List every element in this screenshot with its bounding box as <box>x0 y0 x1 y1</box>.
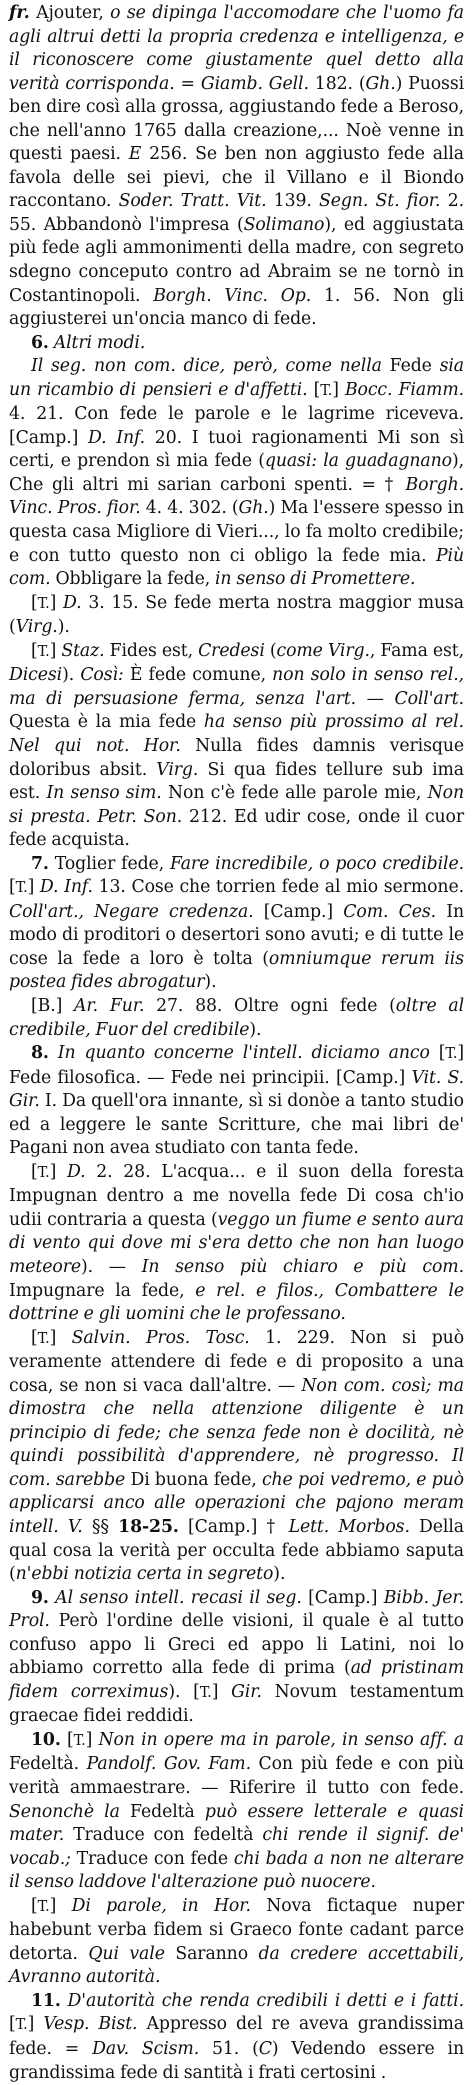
entry-paragraph <box>9 853 464 995</box>
text-run: 2. 28. L'acqua... e il suon della foresta Impugnan dentro a me novella fede Di cosa ch'io udii contraria a questa ( <box>9 1161 464 1230</box>
text-run: Della qual cosa la verità per occulta fede abbiamo saputa ( <box>9 1517 464 1585</box>
text-run: ). — <box>80 1256 142 1277</box>
entry-paragraph <box>9 1327 464 1587</box>
text-run: D. <box>66 1161 86 1182</box>
text-run: Fedeltà. <box>9 1754 87 1775</box>
text-run: T. <box>37 1330 50 1347</box>
entry-paragraph <box>9 640 464 853</box>
text-run: non solo in senso rel., ma di persuasione ferma, senza l'art. — Coll'art. <box>9 665 464 709</box>
text-run: ). [ <box>168 1681 200 1702</box>
text-run: 256. Se ben non aggiusto fede alla favola delle sei pievi, che il Villano e il Biondo raccontano. <box>9 144 464 212</box>
text-run: 20. I tuoi ragionamenti Mi son sì certi, e prendon sì mia fede ( <box>9 427 464 472</box>
text-run: ] <box>27 877 40 898</box>
text-run: fr. <box>9 3 30 23</box>
text-run: = <box>174 73 201 94</box>
text-run: Al senso intell. recasi il seg. <box>48 1587 302 1608</box>
text-run: Vit. S. Gir. <box>9 1067 464 1112</box>
text-run: 1. 56. Non gli aggiusterei un'oncia manco di fede. <box>9 285 464 330</box>
entry-paragraph <box>9 355 464 591</box>
text-run: ] Fede filosofica. — Fede nei principii. [Camp.] <box>9 1043 464 1088</box>
text-run: Obbligare la fede, <box>50 569 215 590</box>
entry-paragraph <box>9 592 464 640</box>
text-run: Fare incredibile, o poco credibile. <box>170 853 464 874</box>
text-run: ] <box>49 640 62 661</box>
text-run: T. <box>37 595 50 612</box>
text-run: E <box>128 144 142 165</box>
text-run: [B.] <box>31 995 75 1016</box>
text-run: Si qua fides tellure sub ima est. <box>9 759 465 804</box>
text-run: Vesp. Bist. <box>43 2014 138 2035</box>
text-run: 4. 21. Con fede le parole e le lagrime riceveva. [Camp.] <box>9 404 464 448</box>
text-run: Soder. Tratt. Vit. <box>118 191 267 212</box>
text-run: Senonchè la <box>9 1801 120 1822</box>
text-run: oltre al credibile, Fuor del credibile <box>9 995 464 1040</box>
text-run: Gh. <box>365 73 396 94</box>
text-run: 6. <box>31 332 49 353</box>
text-run: [ <box>60 1729 74 1750</box>
text-run: Impugnare la fede, <box>9 1280 196 1301</box>
text-run: T. <box>15 880 28 897</box>
text-run: ) Puossi ben dire così alla grossa, aggiustando fede a Beroso, che nell'anno 1765 dalla creazione,... Noè venne in questi paesi. <box>9 73 465 165</box>
text-run: Giamb. Gell. <box>200 73 309 94</box>
text-run: [ <box>31 592 38 613</box>
text-run: Il seg. non com. dice, però, come nella <box>31 356 382 377</box>
text-run: Traduce con fedeltà <box>64 1825 263 1846</box>
text-run: D. Inf. <box>39 877 93 898</box>
text-run: ) Ma l'essere spesso in questa casa Migliore di Vieri..., lo fa molto credibile; e con tutto questo non ci obligo la fede mia. <box>9 498 465 566</box>
text-run: Però l'ordine delle visioni, il quale è al tutto confuso appo li Greci ed appo li Latini, noi lo abbiamo corretto alla fede di prima ( <box>9 1611 464 1679</box>
text-run: D'autorità che renda credibili i detti e i fatti. <box>60 1990 464 2011</box>
text-run: Coll'art., Negare credenza. <box>9 901 254 922</box>
text-run: In senso sim. <box>46 783 162 804</box>
entry-paragraph <box>9 1161 464 1327</box>
text-run: ] <box>27 2014 44 2035</box>
text-run: Saranno <box>164 1943 259 1964</box>
text-run: ha senso più prossimo al rel. Nel qui not. Hor. <box>9 712 464 756</box>
text-run: Di buona fede, <box>125 1469 262 1490</box>
text-run: ] <box>211 1681 232 1702</box>
text-run: [Camp.] † <box>178 1517 289 1537</box>
text-run: Fedeltà <box>119 1801 205 1822</box>
text-run: T. <box>320 382 333 399</box>
text-run: [ <box>31 1327 38 1348</box>
text-run: Solimano <box>243 214 325 235</box>
text-run: 182. ( <box>308 73 366 94</box>
text-run: T. <box>37 643 50 660</box>
text-run: In senso più chiaro e più com. <box>141 1256 464 1277</box>
text-run: Promettere. <box>311 569 416 590</box>
text-run: Fede <box>381 356 440 377</box>
text-run: Nova fictaque nuper habebunt verba fidem si Graeco fonte cadant parce detorta. <box>9 1895 464 1964</box>
text-run: può essere letterale e quasi mater. <box>9 1801 464 1846</box>
text-run: [Camp.] <box>301 1587 384 1608</box>
text-run: [ <box>31 1895 38 1916</box>
text-run: [ <box>31 1161 38 1182</box>
text-run: ) Vedendo essere in grandissima fede di santità i frati certosini . <box>9 2039 464 2083</box>
text-run: 1. 229. Non si può veramente attendere di fede e di proposito a una cosa, se non si vaca dall'altre. — <box>9 1327 464 1396</box>
text-run: Di parole, in Hor. <box>71 1895 251 1916</box>
text-run: Credesi <box>198 640 265 661</box>
text-run: ] <box>332 379 345 400</box>
text-run: da credere accettabili, <box>258 1943 464 1964</box>
text-run: 18-25. <box>118 1517 179 1537</box>
text-run: 11. <box>31 1990 61 2011</box>
text-run: Con più fede e con più verità ammaestrare. — Riferire il tutto con fede. <box>9 1754 464 1799</box>
text-run: Novum testamentum graecae fidei reddidi. <box>9 1681 465 1727</box>
entry-paragraph <box>9 1895 464 1990</box>
text-run: ] <box>49 1327 72 1348</box>
text-run: Nulla fides damnis verisque doloribus absit. <box>9 735 464 780</box>
text-run: Così: <box>80 665 124 686</box>
text-run: Altri modi. <box>48 332 146 353</box>
text-run: Staz. <box>61 640 105 661</box>
text-run: [ <box>9 2014 16 2035</box>
text-run: Dicesi <box>9 665 63 686</box>
entry-paragraph <box>9 995 464 1042</box>
text-run: Non si presta. Petr. Son. <box>9 783 464 827</box>
text-run: [ <box>307 379 321 400</box>
text-run: sia un ricambio di pensieri e d'affetti. <box>9 356 464 400</box>
text-run: chi bada a non ne alterare il senso laddove l'alterazione può nuocere. <box>9 1848 464 1893</box>
text-run: quasi: la guadagnano <box>264 451 452 472</box>
text-run: In quanto concerne l'intell. diciamo anco <box>48 1043 430 1064</box>
text-run: omniumque rerum iis postea fides abrogatur <box>9 948 464 993</box>
text-run: ] <box>49 592 64 613</box>
text-run: 9. <box>31 1587 49 1608</box>
text-run: Fides est, <box>104 640 199 661</box>
text-run: Virg. <box>156 759 199 780</box>
text-run: [ <box>31 640 38 661</box>
text-run: Gir. <box>231 1681 262 1702</box>
text-run: T. <box>37 1898 50 1915</box>
text-run: Toglier fede, <box>48 853 171 874</box>
text-run: n'ebbi notizia certa in segreto <box>15 1564 274 1585</box>
text-run: Ajouter, <box>29 3 111 23</box>
text-run: veggo un fiume e sento aura di vento qui dove mi s'era detto che non han luogo meteore <box>9 1209 464 1277</box>
text-run: 139. <box>266 191 320 212</box>
text-run: C <box>258 2039 272 2060</box>
text-run: D. Inf. <box>87 427 146 448</box>
text-run: [ <box>429 1043 446 1064</box>
text-run: Bocc. Fiamm. <box>344 379 464 400</box>
text-run: T. <box>37 1164 50 1181</box>
text-run: §§ <box>82 1517 119 1537</box>
text-run: 10. <box>31 1729 61 1750</box>
text-run: T. <box>199 1684 212 1701</box>
text-run: ] <box>49 1895 72 1916</box>
text-run: In modo di proditori o desertori sono avuti; e di tutte le cose la fede a loro è tolta ( <box>9 901 464 969</box>
text-run: Borgh. Vinc. Pros. fior. <box>9 474 464 519</box>
text-run: 7. <box>31 853 49 874</box>
text-run: e rel. e filos., Combattere le dottrine e gli uomini che le professano. <box>9 1280 464 1325</box>
text-run: 4. 4. 302. ( <box>140 498 239 519</box>
text-run: Non c'è fede alle parole mie, <box>161 783 428 804</box>
entry-paragraph <box>9 1587 464 1729</box>
text-run: , Fama est, <box>369 640 464 661</box>
text-run: È fede comune, <box>123 665 273 686</box>
text-run: Non in opere ma in parole, in senso aff. a <box>98 1729 464 1750</box>
entry-paragraph <box>9 1990 464 2085</box>
entry-paragraph <box>9 2 464 332</box>
text-run: Lett. Morbos. <box>288 1517 410 1537</box>
entry-paragraph <box>9 1729 464 1895</box>
text-run: ). <box>57 617 70 638</box>
text-run: Più com. <box>9 545 464 590</box>
entry-paragraph <box>9 1042 464 1161</box>
text-run: Traduce con fede <box>70 1848 234 1869</box>
text-run: Salvin. Pros. Tosc. <box>71 1327 250 1348</box>
text-run: ad pristinam fidem correximus <box>9 1658 464 1702</box>
text-run: T. <box>15 2017 28 2034</box>
text-run: Virg. <box>15 617 58 638</box>
text-run: Dav. Scism. <box>92 2039 200 2060</box>
text-run: Bibb. Jer. Prol. <box>9 1587 464 1632</box>
text-run: I. Da quell'ora innante, sì si donòe a tanto studio ed a leggere le sante Scritture, che mai libri de' Pagani non avea studiato con tanta fede. <box>9 1091 464 1159</box>
text-run: 3. 15. Se fede merta nostra maggior musa ( <box>9 592 464 638</box>
text-run: 8. <box>31 1043 49 1064</box>
text-run: 51. ( <box>199 2039 259 2060</box>
text-run: che poi vedremo, e può applicarsi anco alle operazioni che pajono meram intell. V. <box>9 1469 464 1537</box>
text-run: Pandolf. Gov. Fam. <box>86 1754 251 1775</box>
text-run: ). <box>273 1564 286 1585</box>
text-run: Borgh. Vinc. Op. <box>153 285 312 306</box>
text-run: Non com. così; ma dimostra che nella attenzione diligente è un principio di fede; che senza fede non è docilità, nè quindi possibilità d'apprendere, nè progresso. Il com. sarebbe <box>9 1375 464 1490</box>
text-run: come Virg. <box>276 640 370 661</box>
text-run: ). <box>204 972 217 993</box>
text-run: Appresso del re aveva grandissima fede. = <box>9 2014 464 2060</box>
text-run: ). <box>249 1019 262 1040</box>
text-run: Gh. <box>238 498 269 519</box>
text-run: ] <box>85 1729 99 1750</box>
text-run: ] <box>49 1161 67 1182</box>
text-run: o se dipinga l'accomodare che l'uomo fa agli altrui detti la propria credenza e intelligenza, e il riconoscere come giustamente quel detto alla verità corrisponda. <box>9 3 464 94</box>
text-run: Segn. St. fior. <box>319 191 441 212</box>
text-run: 212. Ed udir cose, onde il cuor fede acquista. <box>9 806 464 851</box>
text-run: Avranno autorità. <box>9 1967 161 1988</box>
text-run: [Camp.] <box>253 901 344 922</box>
text-run: 27. 88. Oltre ogni fede ( <box>144 995 396 1016</box>
entry-paragraph <box>9 332 464 356</box>
text-run: 2. 55. Abbandonò l'impresa ( <box>9 191 464 235</box>
text-run: Ar. Fur. <box>74 995 145 1016</box>
text-run: D. <box>63 592 82 613</box>
text-run: Com. Ces. <box>343 901 437 922</box>
text-run: 13. Cose che torrien fede al mio sermone. <box>92 877 464 898</box>
text-run: in senso di <box>215 569 307 590</box>
text-run: chi rende il signif. de' vocab.; <box>9 1825 464 1869</box>
text-run: ), Che gli altri mi sarian carboni spenti. = † <box>9 451 464 495</box>
text-run: ( <box>264 640 277 661</box>
text-run: T. <box>445 1046 458 1063</box>
text-run: Questa è la mia fede <box>9 712 204 733</box>
text-run: [ <box>9 877 16 898</box>
text-run: ), ed aggiustata più fede agli ammonimenti della madre, con segreto sdegno conceputo contro ad Abraim se ne tornò in Costantinopoli. <box>9 214 465 306</box>
text-run: Qui vale <box>88 1943 165 1964</box>
text-run: ). <box>62 665 81 686</box>
text-run: T. <box>73 1732 86 1749</box>
